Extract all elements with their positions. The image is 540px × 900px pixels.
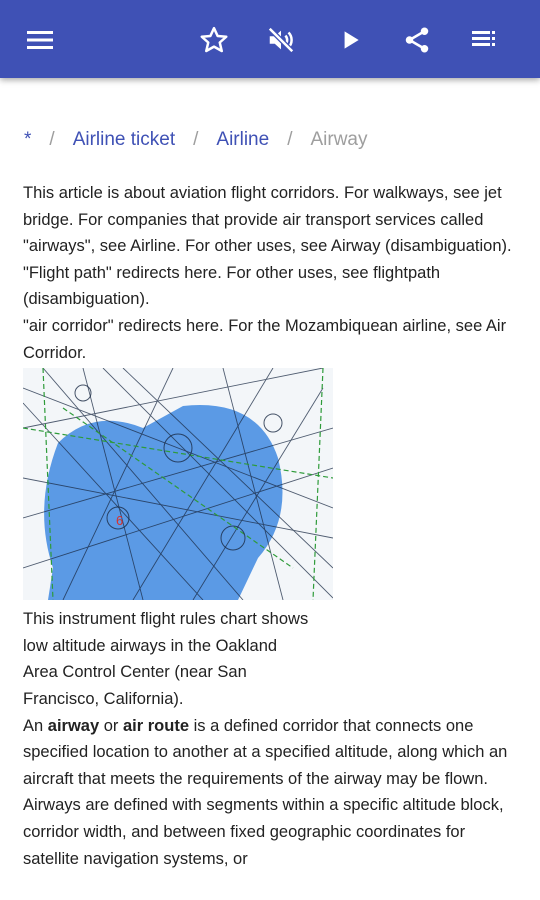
body-text: An <box>23 716 48 735</box>
hatnote: This article is about aviation flight corridors. For walkways, see jet bridge. For companies that provide air transport services called "airways", see Airline. For other uses, see Airway (disambiguation). <box>23 184 512 256</box>
breadcrumb-item-home[interactable]: * <box>24 129 32 150</box>
breadcrumb-current: Airway <box>310 129 368 150</box>
breadcrumb-separator: / <box>49 129 55 150</box>
list-icon[interactable] <box>464 20 504 60</box>
star-icon[interactable] <box>194 20 234 60</box>
body-text: or <box>99 716 123 735</box>
term-air-route: air route <box>123 716 190 735</box>
hatnote: "Flight path" redirects here. For other uses, see flightpath (disambiguation). <box>23 263 441 309</box>
body-text: is a defined corridor that connects one specified location to another at a specified altitude, along which an aircraft that meets the requirements of the airway may be flown. Airways are defined with segments within a specific altitude block, corridor width, and between fixed geographic coordinates for satellite navigation systems, or <box>23 716 508 868</box>
app-toolbar <box>0 0 540 78</box>
breadcrumb <box>24 126 368 154</box>
ifr-chart-image[interactable] <box>23 368 333 600</box>
breadcrumb-item-airline-ticket[interactable]: Airline ticket <box>72 129 176 150</box>
breadcrumb-item-airline[interactable]: Airline <box>216 129 270 150</box>
play-icon[interactable] <box>330 20 370 60</box>
chart-label: 6 <box>116 513 124 529</box>
article-content <box>23 180 523 872</box>
volume-off-icon[interactable] <box>261 20 301 60</box>
hatnote: "air corridor" redirects here. For the Mozambiquean airline, see Air Corridor. <box>23 316 507 362</box>
term-airway: airway <box>47 716 100 735</box>
figure-caption: This instrument flight rules chart shows low altitude airways in the Oakland Area Control Center (near San Francisco, California). <box>23 610 309 708</box>
breadcrumb-separator: / <box>193 129 199 150</box>
menu-icon[interactable] <box>20 20 60 60</box>
breadcrumb-separator: / <box>287 129 293 150</box>
article-paragraph <box>23 713 523 873</box>
share-icon[interactable] <box>397 20 437 60</box>
